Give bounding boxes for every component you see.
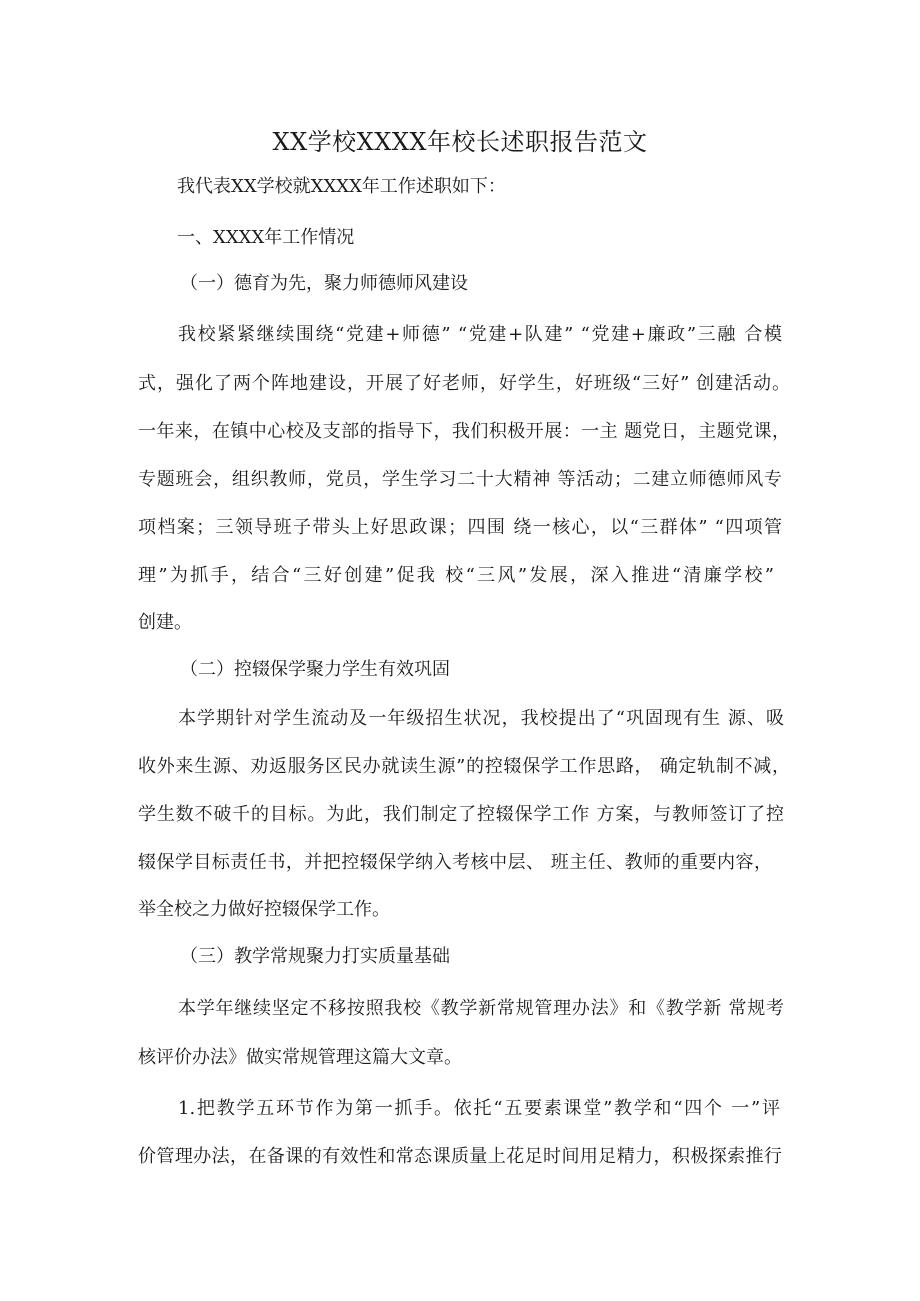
document-title: XX学校XXXX年校长述职报告范文 [272,128,648,156]
paragraph-line: 举全校之力做好控辍保学工作。 [138,899,390,920]
paragraph-line: 核评价办法》做实常规管理这篇大文章。 [138,1047,462,1068]
subsection-heading-1: （一）德育为先，聚力师德师风建设 [180,273,468,294]
paragraph-line: 项档案；三领导班子带头上好思政课；四围 绕一核心，以“三群体” “四项管 [138,517,782,538]
paragraph-line: 本学年继续坚定不移按照我校《教学新常规管理办法》和《教学新 常规考 [178,998,784,1019]
paragraph-line: 辍保学目标责任书，并把控辍保学纳入考核中层、 班主任、教师的重要内容， [138,852,772,873]
subsection-heading-2: （二）控辍保学聚力学生有效巩固 [180,659,450,680]
paragraph-line: 收外来生源、劝返服务区民办就读生源”的控辍保学工作思路， 确定轨制不减， [138,756,790,777]
paragraph-line: 价管理办法，在备课的有效性和常态课质量上花足时间用足精力，积极探索推行 [138,1146,782,1167]
paragraph-line: 1.把教学五环节作为第一抓手。依托“五要素课堂”教学和“四个 一”评 [178,1098,780,1119]
paragraph-line: 创建。 [138,612,192,633]
paragraph-line: 式，强化了两个阵地建设，开展了好老师，好学生，好班级“三好” 创建活动。 [138,373,790,394]
paragraph-line: 一年来，在镇中心校及支部的指导下，我们积极开展：一主 题党日，主题党课， [138,421,790,442]
section-heading: 一、XXXX年工作情况 [177,227,355,248]
paragraph-line: 理”为抓手，结合“三好创建”促我 校“三风”发展，深入推进“清廉学校” [138,565,774,586]
paragraph-line: 本学期针对学生流动及一年级招生状况，我校提出了“巩固现有生 源、吸 [178,708,784,729]
paragraph-line: 学生数不破千的目标。为此，我们制定了控辍保学工作 方案，与教师签订了控 [138,804,784,825]
subsection-heading-3: （三）教学常规聚力打实质量基础 [180,946,450,967]
paragraph-line: 我校紧紧继续围绕“党建+师德” “党建+队建” “党建+廉政”三融 合模 [178,324,782,345]
paragraph-line: 专题班会，组织教师，党员，学生学习二十大精神 等活动；二建立师德师风专 [138,469,782,490]
intro-line: 我代表XX学校就XXXX年工作述职如下： [177,176,506,197]
